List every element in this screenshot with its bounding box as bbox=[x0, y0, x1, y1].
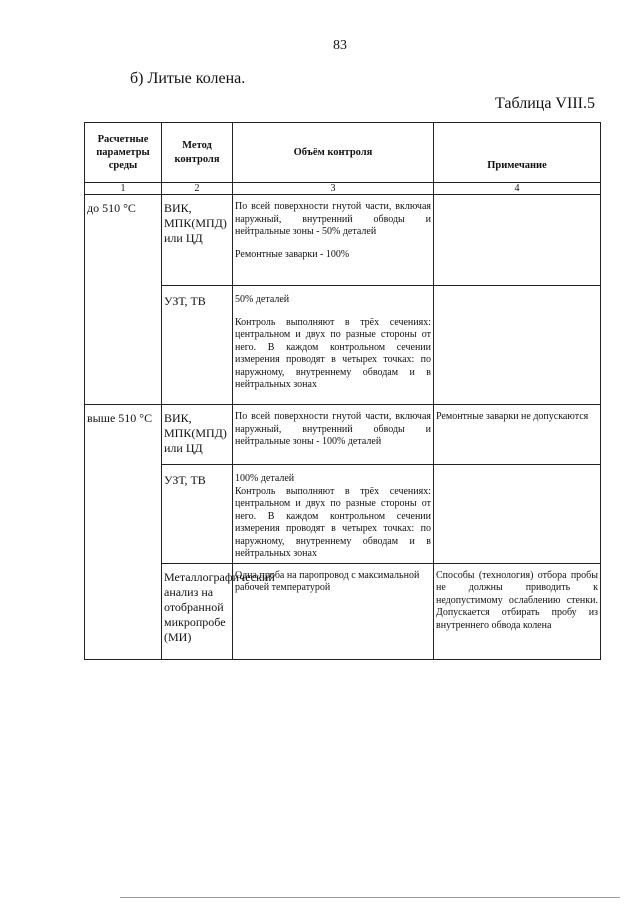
scope-cell bbox=[233, 465, 434, 564]
scope-cell bbox=[233, 286, 434, 405]
header-method: Метод контроля bbox=[162, 123, 233, 183]
note-cell: Ремонтные заварки не допускаются bbox=[434, 405, 601, 465]
scope-text: По всей поверхности гнутой части, включая наружный, внутренний обводы и нейтральные зоны - 100% деталей bbox=[235, 411, 431, 447]
note-cell: Способы (технология) отбора пробы не должны приводить к недопустимому ослаблению стенки. Допускается отбирать пробу из внутреннего обвода колена bbox=[434, 563, 601, 659]
scope-text: 50% деталей bbox=[235, 294, 290, 305]
note-cell bbox=[434, 465, 601, 564]
scope-text: Контроль выполняют в трёх сечениях: центральном и двух по разные стороны от него. В каждом контрольном сечении измерения проводят в четырех точках: по наружному, внутреннему обводам и в нейтральных зонах bbox=[235, 485, 431, 559]
scope-text: 100% деталей bbox=[235, 473, 295, 484]
header-scope: Объём контроля bbox=[233, 123, 434, 183]
table-row bbox=[85, 286, 601, 405]
col-number: 1 bbox=[85, 183, 162, 195]
section-title: б) Литые колена. bbox=[130, 70, 246, 87]
header-row bbox=[85, 123, 601, 183]
bottom-rule bbox=[120, 897, 620, 898]
note-cell bbox=[434, 195, 601, 286]
inspection-table bbox=[84, 122, 601, 660]
method-cell: Металлографический анализ на отобранной микропробе (МИ) bbox=[162, 563, 233, 659]
method-cell: ВИК, МПК(МПД) или ЦД bbox=[162, 405, 233, 465]
header-params: Расчетные параметры среды bbox=[85, 123, 162, 183]
temp-cell: выше 510 °C bbox=[85, 405, 162, 660]
table-row bbox=[85, 563, 601, 659]
temp-cell: до 510 °C bbox=[85, 195, 162, 405]
page-number: 83 bbox=[333, 38, 347, 53]
method-cell: ВИК, МПК(МПД) или ЦД bbox=[162, 195, 233, 286]
scope-text: Одна проба на паропровод с максимальной рабочей температурой bbox=[235, 569, 420, 593]
scope-cell bbox=[233, 563, 434, 659]
scope-text: Контроль выполняют в трёх сечениях: центральном и двух по разные стороны от него. В каждом контрольном сечении измерения проводят в четырех точках: по наружному, внутреннему обводам и в нейтральных зонах bbox=[235, 316, 431, 390]
table-label: Таблица VIII.5 bbox=[495, 95, 595, 112]
method-cell: УЗТ, ТВ bbox=[162, 286, 233, 405]
scope-cell bbox=[233, 195, 434, 286]
header-note: Примечание bbox=[434, 123, 601, 183]
col-number: 4 bbox=[434, 183, 601, 195]
method-cell: УЗТ, ТВ bbox=[162, 465, 233, 564]
column-numbers-row bbox=[85, 183, 601, 195]
scope-text: По всей поверхности гнутой части, включая наружный, внутренний обводы и нейтральные зоны - 50% деталей bbox=[235, 201, 431, 237]
table-row bbox=[85, 405, 601, 465]
table-row bbox=[85, 195, 601, 286]
note-cell bbox=[434, 286, 601, 405]
scope-text: Ремонтные заварки - 100% bbox=[235, 248, 350, 260]
table-row bbox=[85, 465, 601, 564]
col-number: 2 bbox=[162, 183, 233, 195]
col-number: 3 bbox=[233, 183, 434, 195]
scope-cell bbox=[233, 405, 434, 465]
